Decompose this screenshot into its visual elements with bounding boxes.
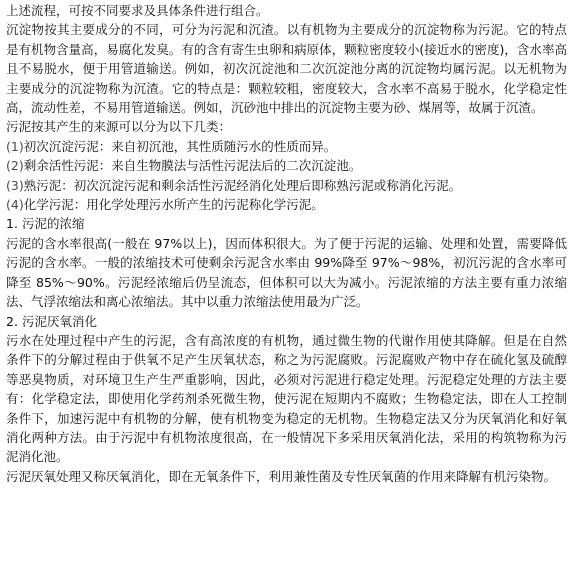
digestion-paragraph-1: 污水在处理过程中产生的污泥，含有高浓度的有机物，通过微生物的代谢作用使其降解。但是在自然条件下的分解过程由于供氧不足产生厌氧状态，称之为污泥腐败。污泥腐败产物中存在硫化氢及硫醇等恶臭物质，对环境卫生产生严重影响，因此，必须对污泥进行稳定处理。污泥稳定处理的方法主要有：化学稳定法，即使用化学药剂杀死微生物，使污泥在短期内不腐败；生物稳定法，即在人工控制条件下，加速污泥中有机物的分解，使有机物变为稳定的无机物。生物稳定法又分为厌氧消化和好氧消化两种方法。由于污泥中有机物浓度很高，在一般情况下多采用厌氧消化法，采用的构筑物称为污泥消化池。 bbox=[6, 332, 567, 465]
section-heading-digestion bbox=[6, 312, 567, 331]
category-text: 熟污泥：初次沉淀污泥和剩余活性污泥经消化处理后即称熟污泥或称消化污泥。 bbox=[23, 177, 462, 193]
list-marker: (3) bbox=[6, 177, 24, 193]
intro-paragraph: 上述流程，可按不同要求及具体条件进行组合。 bbox=[6, 3, 269, 18]
category-item-1 bbox=[6, 137, 567, 156]
section-heading-thickening bbox=[6, 214, 567, 233]
section-number: 2. bbox=[6, 313, 18, 329]
thickening-paragraph: 污泥的含水率很高(一般在 97%以上)，因而体积很大。为了便于污泥的运输、处理和处置，需要降低污泥的含水率。一般的浓缩技术可使剩余污泥含水率由 99%降至 97%～98%，初沉污泥的含水率可降至 85%～90%。污泥经浓缩后仍呈流态，但体积可以大为减小。污泥浓缩的方法主要有重力浓缩法、气浮浓缩法和离心浓缩法。其中以重力浓缩法使用最为广泛。 bbox=[6, 235, 567, 310]
digestion-paragraph-2: 污泥厌氧处理又称厌氧消化，即在无氧条件下，利用兼性菌及专性厌氧菌的作用来降解有机污染物。 bbox=[6, 468, 557, 484]
definition-paragraph: 沉淀物按其主要成分的不同，可分为污泥和沉渣。以有机物为主要成分的沉淀物称为污泥。它的特点是有机物含量高，易腐化发臭。有的含有寄生虫卵和病原体，颗粒密度较小(接近水的密度)，含水率高且不易脱水，便于用管道输送。例如，初次沉淀池和二次沉淀池分离的沉淀物均属污泥。以无机物为主要成分的沉淀物称为沉渣。它的特点是：颗粒较粗，密度较大，含水率不高易于脱水，化学稳定性高，流动性差，不易用管道输送。例如，沉砂池中排出的沉淀物主要为砂、煤屑等，故属于沉渣。 bbox=[6, 22, 567, 116]
category-item-2 bbox=[6, 156, 567, 175]
list-marker: (1) bbox=[6, 138, 24, 154]
category-text: 化学污泥：用化学处理污水所产生的污泥称化学污泥。 bbox=[23, 197, 324, 213]
category-item-4 bbox=[6, 195, 567, 214]
section-number: 1. bbox=[6, 216, 18, 232]
section-title: 污泥厌氧消化 bbox=[21, 313, 97, 329]
category-text: 初次沉淀污泥：来自初沉池，其性质随污水的性质而异。 bbox=[23, 138, 337, 154]
section-title: 污泥的浓缩 bbox=[21, 216, 85, 232]
classification-intro: 污泥按其产生的来源可以分为以下几类： bbox=[6, 119, 232, 135]
category-text: 剩余活性污泥：来自生物膜法与活性污泥法后的二次沉淀池。 bbox=[23, 158, 362, 174]
category-item-3 bbox=[6, 176, 567, 195]
list-marker: (4) bbox=[6, 197, 24, 213]
list-marker: (2) bbox=[6, 158, 24, 174]
